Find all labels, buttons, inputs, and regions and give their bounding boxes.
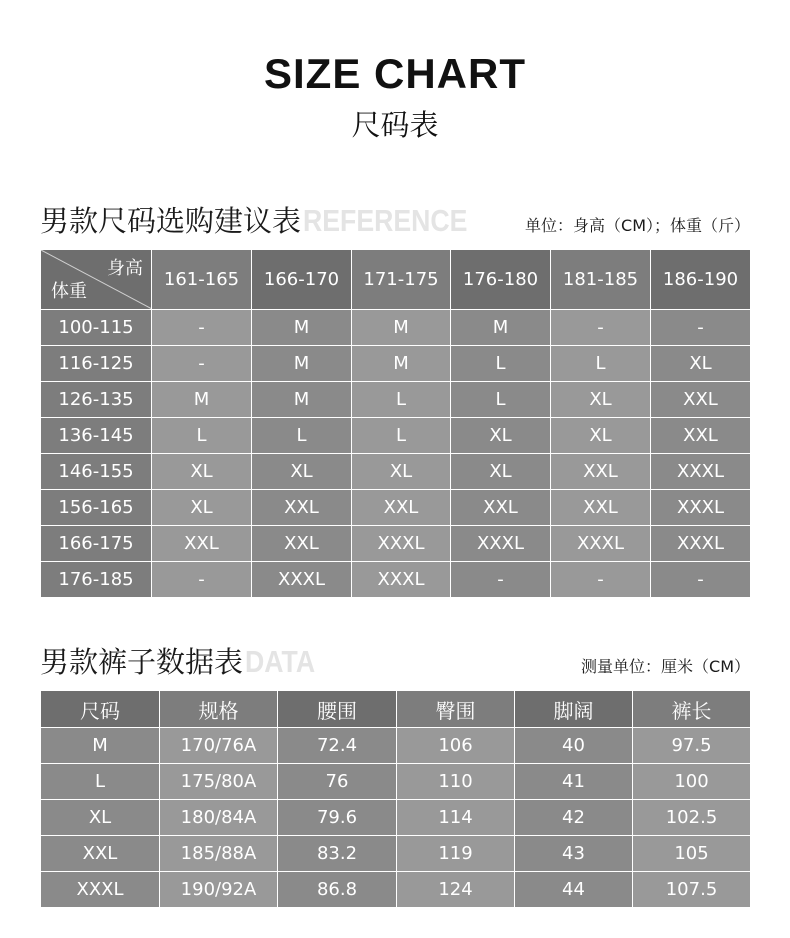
size-cell: -	[551, 310, 651, 346]
size-section-title	[40, 199, 494, 240]
size-cell: XXL	[152, 526, 252, 562]
size-cell: L	[451, 382, 551, 418]
pants-table-row	[41, 836, 751, 872]
size-table-row	[41, 418, 751, 454]
pants-value-cell: 79.6	[278, 800, 397, 836]
size-cell: XXL	[352, 490, 451, 526]
pants-value-cell: 97.5	[633, 728, 751, 764]
size-cell: XL	[152, 454, 252, 490]
page-subtitle: 尺码表	[351, 108, 439, 142]
corner-height-label: 身高	[107, 258, 143, 279]
weight-cell: 136-145	[41, 418, 152, 454]
pants-table-header-row	[41, 691, 751, 728]
pants-table-row	[41, 728, 751, 764]
pants-value-cell: 86.8	[278, 872, 397, 908]
pants-value-cell: 107.5	[633, 872, 751, 908]
corner-weight-label: 体重	[51, 281, 87, 302]
size-cell: XXL	[551, 454, 651, 490]
size-section-unit: 单位：身高（CM）；体重（斤）	[525, 216, 750, 235]
pants-column-header: 臀围	[397, 691, 515, 728]
size-cell: XXXL	[252, 562, 352, 598]
pants-data-table	[40, 690, 751, 908]
size-table-row	[41, 346, 751, 382]
pants-value-cell: 41	[515, 764, 633, 800]
pants-section-title	[40, 640, 327, 681]
pants-table-row	[41, 872, 751, 908]
pants-column-header: 裤长	[633, 691, 751, 728]
weight-cell: 166-175	[41, 526, 152, 562]
height-header-cell: 161-165	[152, 250, 252, 310]
pants-column-header: 规格	[160, 691, 278, 728]
pants-section-unit: 测量单位：厘米（CM）	[581, 657, 750, 676]
size-cell: XL	[651, 346, 751, 382]
size-cell: XL	[551, 382, 651, 418]
size-table-row	[41, 490, 751, 526]
height-header-cell: 186-190	[651, 250, 751, 310]
weight-cell: 176-185	[41, 562, 152, 598]
size-cell: M	[252, 346, 352, 382]
size-table-row	[41, 454, 751, 490]
pants-column-header: 尺码	[41, 691, 160, 728]
size-cell: -	[451, 562, 551, 598]
size-table-row	[41, 382, 751, 418]
size-cell: XL	[152, 490, 252, 526]
size-cell: L	[352, 418, 451, 454]
pants-value-cell: 175/80A	[160, 764, 278, 800]
pants-value-cell: 102.5	[633, 800, 751, 836]
size-cell: -	[651, 562, 751, 598]
size-table-row	[41, 310, 751, 346]
size-cell: XXXL	[651, 526, 751, 562]
pants-section-watermark: DATA	[245, 644, 316, 679]
pants-value-cell: 72.4	[278, 728, 397, 764]
size-cell: XL	[352, 454, 451, 490]
pants-value-cell: 76	[278, 764, 397, 800]
size-cell: XXL	[651, 382, 751, 418]
pants-table-row	[41, 764, 751, 800]
pants-size-cell: L	[41, 764, 160, 800]
pants-section-header	[40, 641, 750, 681]
pants-table-row	[41, 800, 751, 836]
size-section-header	[40, 200, 750, 240]
size-cell: XXXL	[352, 526, 451, 562]
size-cell: M	[451, 310, 551, 346]
pants-size-cell: M	[41, 728, 160, 764]
pants-value-cell: 110	[397, 764, 515, 800]
size-cell: L	[252, 418, 352, 454]
pants-value-cell: 114	[397, 800, 515, 836]
size-cell: L	[352, 382, 451, 418]
size-cell: L	[551, 346, 651, 382]
pants-value-cell: 105	[633, 836, 751, 872]
height-header-cell: 166-170	[252, 250, 352, 310]
size-cell: XXXL	[551, 526, 651, 562]
weight-cell: 126-135	[41, 382, 152, 418]
size-table-row	[41, 562, 751, 598]
size-cell: XXXL	[651, 490, 751, 526]
pants-size-cell: XXL	[41, 836, 160, 872]
pants-value-cell: 44	[515, 872, 633, 908]
height-header-cell: 171-175	[352, 250, 451, 310]
pants-value-cell: 180/84A	[160, 800, 278, 836]
pants-column-header: 脚阔	[515, 691, 633, 728]
pants-value-cell: 119	[397, 836, 515, 872]
pants-value-cell: 124	[397, 872, 515, 908]
pants-size-cell: XL	[41, 800, 160, 836]
height-header-cell: 176-180	[451, 250, 551, 310]
weight-cell: 156-165	[41, 490, 152, 526]
size-cell: -	[152, 346, 252, 382]
size-cell: XXL	[252, 490, 352, 526]
size-cell: XXL	[252, 526, 352, 562]
pants-column-header: 腰围	[278, 691, 397, 728]
size-cell: M	[352, 346, 451, 382]
size-cell: XXL	[551, 490, 651, 526]
size-cell: M	[252, 310, 352, 346]
size-cell: XL	[551, 418, 651, 454]
size-cell: XXXL	[451, 526, 551, 562]
size-section-title-text: 男款尺码选购建议表	[40, 204, 302, 238]
size-cell: XL	[451, 454, 551, 490]
size-cell: XXL	[451, 490, 551, 526]
pants-section-title-text: 男款裤子数据表	[40, 645, 244, 679]
weight-cell: 116-125	[41, 346, 152, 382]
size-cell: -	[152, 310, 252, 346]
pants-value-cell: 83.2	[278, 836, 397, 872]
size-cell: -	[152, 562, 252, 598]
size-cell: XL	[252, 454, 352, 490]
weight-cell: 146-155	[41, 454, 152, 490]
size-table-row	[41, 526, 751, 562]
size-cell: M	[252, 382, 352, 418]
pants-value-cell: 185/88A	[160, 836, 278, 872]
size-section-watermark: REFERENCE	[303, 203, 468, 238]
pants-value-cell: 42	[515, 800, 633, 836]
size-cell: -	[651, 310, 751, 346]
pants-value-cell: 40	[515, 728, 633, 764]
size-cell: XXXL	[651, 454, 751, 490]
pants-value-cell: 170/76A	[160, 728, 278, 764]
size-cell: -	[551, 562, 651, 598]
pants-value-cell: 106	[397, 728, 515, 764]
size-cell: L	[451, 346, 551, 382]
size-cell: XXL	[651, 418, 751, 454]
pants-value-cell: 43	[515, 836, 633, 872]
size-recommendation-table	[40, 249, 751, 598]
pants-value-cell: 190/92A	[160, 872, 278, 908]
height-header-cell: 181-185	[551, 250, 651, 310]
size-table-header-row	[41, 250, 751, 310]
size-cell: M	[152, 382, 252, 418]
size-cell: XXXL	[352, 562, 451, 598]
pants-value-cell: 100	[633, 764, 751, 800]
size-cell: M	[352, 310, 451, 346]
weight-cell: 100-115	[41, 310, 152, 346]
pants-size-cell: XXXL	[41, 872, 160, 908]
size-cell: XL	[451, 418, 551, 454]
page-title: SIZE CHART	[264, 50, 526, 97]
size-table-corner-cell	[41, 250, 152, 310]
size-cell: L	[152, 418, 252, 454]
